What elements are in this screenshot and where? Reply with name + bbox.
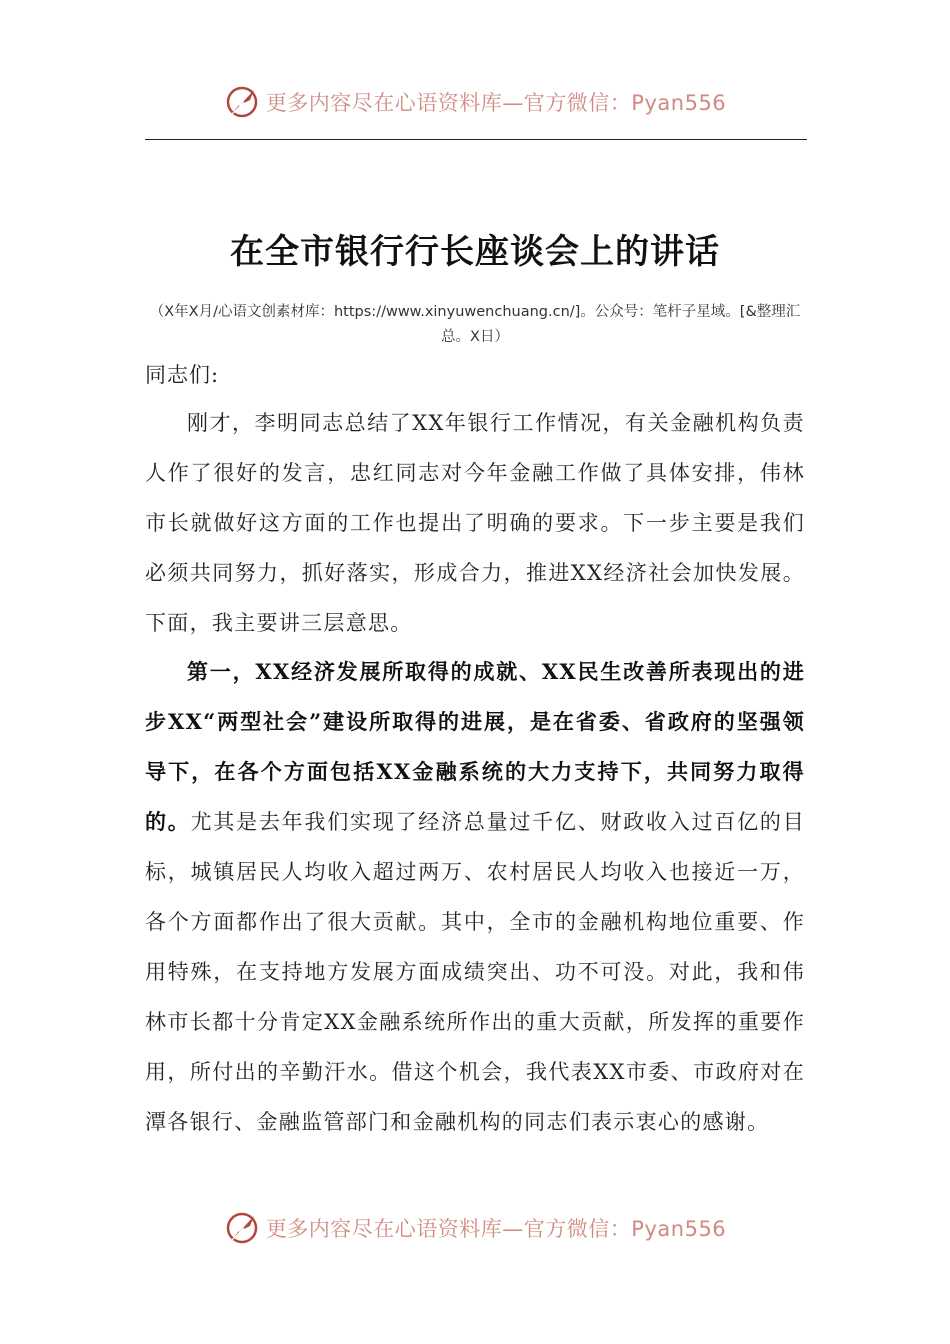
header-divider bbox=[145, 139, 807, 140]
greeting: 同志们: bbox=[145, 363, 220, 387]
header-banner bbox=[0, 82, 950, 122]
footer-banner-text: 更多内容尽在心语资料库—官方微信：Pyan556 bbox=[265, 1217, 727, 1241]
quill-logo-icon bbox=[224, 84, 260, 120]
page-title: 在全市银行行长座谈会上的讲话 bbox=[230, 232, 720, 272]
source-note: （X年X月/心语文创素材库：https://www.xinyuwenchuang.cn/]。公众号：笔杆子星域。[&整理汇总。X日） bbox=[149, 304, 801, 345]
paragraph-2-lead: 第一，XX经济发展所取得的成就、XX民生改善所表现出的进步XX“两型社会”建设所取得的进展，是在省委、省政府的坚强领导下，在各个方面包括XX金融系统的大力支持下，共同努力取得的。 bbox=[145, 659, 805, 834]
paragraph-2-body: 尤其是去年我们实现了经济总量过千亿、财政收入过百亿的目标，城镇居民人均收入超过两万、农村居民人均收入也接近一万，各个方面都作出了很大贡献。其中，全市的金融机构地位重要、作用特殊，在支持地方发展方面成绩突出、功不可没。对此，我和伟林市长都十分肯定XX金融系统所作出的重大贡献，所发挥的重要作用，所付出的辛勤汗水。借这个机会，我代表XX市委、市政府对在潭各银行、金融监管部门和金融机构的同志们表示衷心的感谢。 bbox=[145, 810, 805, 1134]
quill-logo-icon bbox=[224, 1210, 260, 1246]
footer-banner bbox=[0, 1208, 950, 1248]
paragraph-1: 刚才，李明同志总结了XX年银行工作情况，有关金融机构负责人作了很好的发言，忠红同志对今年金融工作做了具体安排，伟林市长就做好这方面的工作也提出了明确的要求。下一步主要是我们必须共同努力，抓好落实，形成合力，推进XX经济社会加快发展。下面，我主要讲三层意思。 bbox=[145, 411, 805, 635]
header-banner-text: 更多内容尽在心语资料库—官方微信：Pyan556 bbox=[265, 91, 727, 115]
paragraph-2 bbox=[145, 647, 805, 1147]
